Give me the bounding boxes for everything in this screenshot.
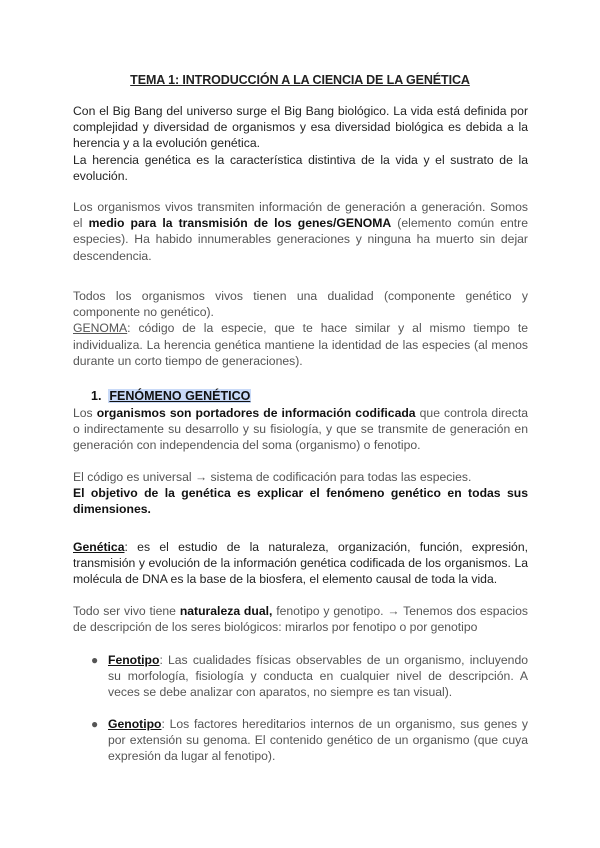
- list-item: [91, 652, 528, 701]
- intro-text-2: La herencia genética es la característica distintiva de la vida y el sustrato de la evolución.: [73, 152, 528, 183]
- dualidad-text: Todos los organismos vivos tienen una dualidad (componente genético y componente no genético).: [73, 289, 528, 320]
- objetivo-text: El objetivo de la genética es explicar el fenómeno genético en todas sus dimensiones.: [73, 486, 528, 517]
- intro-paragraph: [73, 103, 528, 184]
- text: (elemento común entre especies). Ha habido innumerables generaciones y ninguna ha muerto sin dejar descendencia.: [73, 216, 529, 263]
- text: Los: [73, 406, 97, 420]
- genoma-term: GENOMA: [73, 321, 128, 336]
- bullet-term: Fenotipo: [108, 653, 160, 667]
- intro-text-1: Con el Big Bang del universo surge el Big Bang biológico. La vida está definida por complejidad y diversidad de organismos y esa diversidad biológica es debida a la herencia y a la evolución genética.: [73, 104, 528, 151]
- text: Todo ser vivo tiene: [73, 604, 180, 618]
- paragraph-dualidad: [73, 288, 528, 369]
- section-number: 1.: [91, 389, 102, 403]
- bullet-term: Genotipo: [108, 717, 162, 731]
- bold-text: medio para la transmisión de los genes/GENOMA: [88, 216, 392, 231]
- bold-text: organismos son portadores de información codificada: [96, 406, 416, 420]
- page-title: TEMA 1: INTRODUCCIÓN A LA CIENCIA DE LA GENÉTICA: [130, 73, 470, 87]
- bullet-icon: ●: [91, 717, 99, 731]
- codigo-text: El código es universal → sistema de codificación para todas las especies.: [73, 470, 472, 484]
- section-heading: [91, 388, 251, 404]
- paragraph-informacion: [73, 405, 528, 454]
- list-item: [91, 716, 528, 765]
- paragraph-transmission: [73, 199, 528, 264]
- text: que controla directa o indirectamente su desarrollo y su fisiología, y que se transmite de generación en generación con independencia del soma (organismo) o fenotipo.: [73, 406, 529, 453]
- bullet-text: : Las cualidades físicas observables de un organismo, incluyendo su morfología, fisiología y conducta en cualquier nivel de descripción. A veces se debe analizar con aparatos, no siempre es tan visual).: [108, 653, 528, 700]
- text: Los organismos vivos transmiten información de generación a generación. Somos el: [73, 200, 528, 231]
- paragraph-genetica: [73, 539, 528, 588]
- bullet-text: : Los factores hereditarios internos de un organismo, sus genes y por extensión su genoma. El contenido genético de un organismo (que cuya expresión da lugar al fenotipo).: [108, 717, 528, 764]
- paragraph-dual: [73, 603, 528, 635]
- genetica-definition: : es el estudio de la naturaleza, organización, función, expresión, transmisión y evolución de la información genética codificada de los organismos. La molécula de DNA es la base de la biosfera, el elemento causal de toda la vida.: [73, 540, 528, 587]
- genetica-term: Genética: [73, 540, 125, 554]
- text: fenotipo y genotipo. → Tenemos dos espacios de descripción de los seres biológicos: mirarlos por fenotipo o por genotipo: [73, 604, 529, 635]
- genoma-definition: : código de la especie, que te hace similar y al mismo tiempo te individualiza. La herencia genética mantiene la identidad de las especies (al menos durante un corto tiempo de generaciones).: [73, 321, 528, 368]
- bullet-icon: ●: [91, 653, 99, 667]
- section-label: FENÓMENO GENÉTICO: [109, 389, 251, 403]
- paragraph-codigo: [73, 469, 528, 518]
- bold-text: naturaleza dual,: [179, 604, 273, 618]
